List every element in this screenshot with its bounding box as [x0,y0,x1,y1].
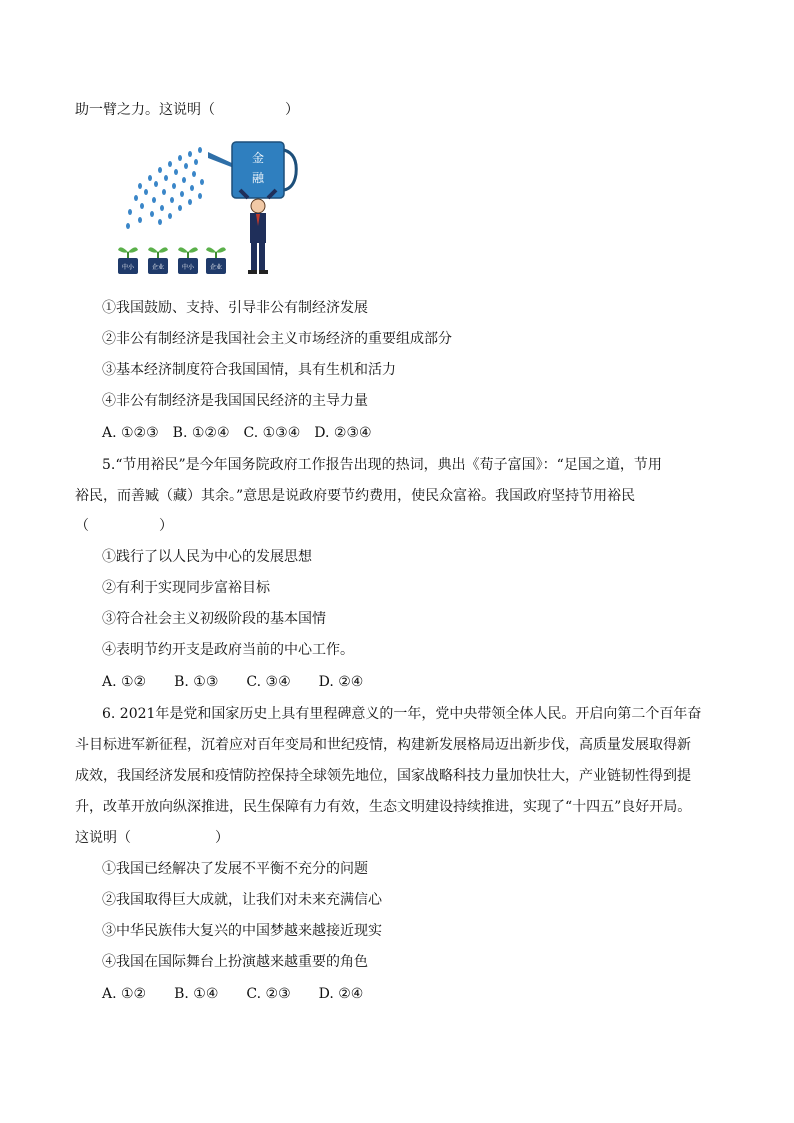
businessman-figure [240,190,276,274]
pot-4 [206,247,226,274]
q5-option-3: ③符合社会主义初级阶段的基本国情 [102,611,326,627]
pot-3 [178,247,198,274]
q6-option-3: ③中华民族伟大复兴的中国梦越来越接近现实 [102,923,382,939]
watering-can [208,142,296,198]
q4-answer-choices: A. ①②③ B. ①②④ C. ①③④ D. ②③④ [102,425,372,441]
water-drops [126,147,204,229]
q4-option-1: ①我国鼓励、支持、引导非公有制经济发展 [102,300,368,316]
sprout-pots [118,247,226,274]
pot-1 [118,247,138,274]
q5-option-1: ①践行了以人民为中心的发展思想 [102,549,312,565]
q6-stem-line-2: 斗目标进军新征程，沉着应对百年变局和世纪疫情，构建新发展格局迈出新步伐，高质量发展取得新 [75,737,691,753]
q4-option-4: ④非公有制经济是我国国民经济的主导力量 [102,393,368,409]
q6-option-4: ④我国在国际舞台上扮演越来越重要的角色 [102,954,368,970]
q4-option-3: ③基本经济制度符合我国国情，具有生机和活力 [102,362,396,378]
q6-stem-line-4: 升，改革开放向纵深推进，民生保障有力有效，生态文明建设持续推进，实现了“十四五”良好开局。 [75,799,692,815]
q6-option-2: ②我国取得巨大成就，让我们对未来充满信心 [102,892,382,908]
q5-stem-line-1: 5.“节用裕民”是今年国务院政府工作报告出现的热词，典出《荀子富国》：“足国之道，节用 [102,457,662,473]
pot-label-1: 中小 [121,264,135,271]
q5-stem-line-2: 裕民，而善臧（藏）其余。”意思是说政府要节约费用，使民众富裕。我国政府坚持节用裕民 [75,488,636,504]
q4-stem-tail: 助一臂之力。这说明（ ） [75,102,299,118]
q6-answer-choices: A. ①② B. ①④ C. ②③ D. ②④ [102,986,364,1002]
q5-stem-line-3: （ ） [75,518,173,534]
finance-watering-illustration [100,134,300,276]
q5-answer-choices: A. ①② B. ①③ C. ③④ D. ②④ [102,674,364,690]
q6-stem-line-5: 这说明（ ） [75,830,229,846]
q4-option-2: ②非公有制经济是我国社会主义市场经济的重要组成部分 [102,331,452,347]
pot-2 [148,247,168,274]
can-label-rong: 融 [251,171,265,185]
can-label-jin: 金 [251,151,265,165]
q5-option-4: ④表明节约开支是政府当前的中心工作。 [102,642,354,658]
q6-stem-line-1: 6. 2021年是党和国家历史上具有里程碑意义的一年，党中央带领全体人民。开启向第二个百年奋 [102,706,702,722]
pot-label-3: 中小 [181,264,195,271]
q6-option-1: ①我国已经解决了发展不平衡不充分的问题 [102,861,368,877]
q5-option-2: ②有利于实现同步富裕目标 [102,580,270,596]
pot-label-4: 企业 [209,264,223,271]
pot-label-2: 企业 [151,264,165,271]
q6-stem-line-3: 成效，我国经济发展和疫情防控保持全球领先地位，国家战略科技力量加快壮大，产业链韧性得到提 [75,768,691,784]
